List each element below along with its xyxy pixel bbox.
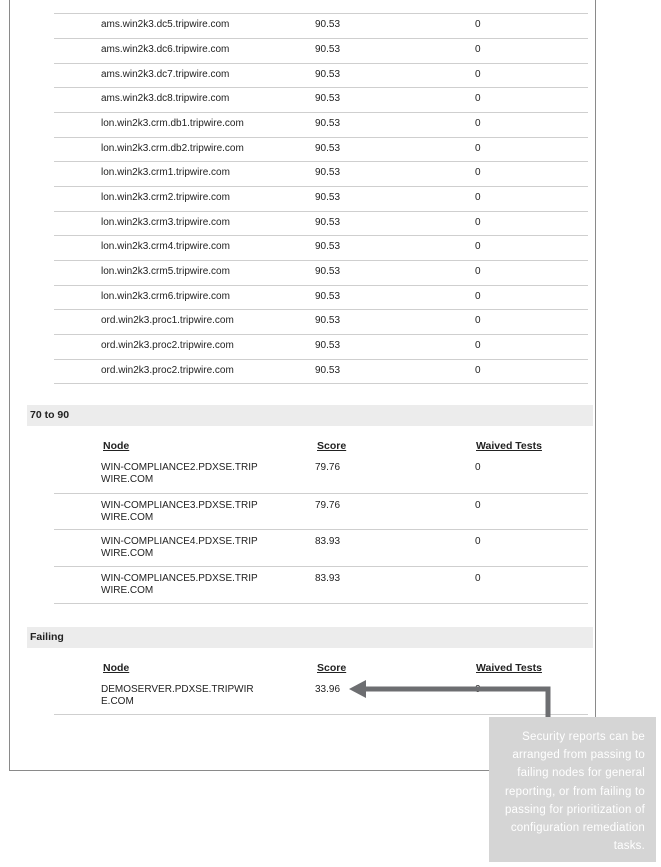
- node-cell: ams.win2k3.dc5.tripwire.com: [101, 19, 230, 30]
- waived-cell: 0: [475, 266, 481, 277]
- column-header-node: Node: [103, 440, 130, 452]
- waived-cell: 0: [475, 340, 481, 351]
- node-cell: WIN-COMPLIANCE3.PDXSE.TRIPWIRE.COM: [101, 500, 258, 523]
- column-header-waived-tests: Waived Tests: [476, 440, 542, 452]
- score-cell: 90.53: [315, 167, 341, 178]
- score-cell: 79.76: [315, 462, 341, 473]
- score-cell: 90.53: [315, 217, 341, 228]
- column-header-waived-tests: Waived Tests: [476, 662, 542, 674]
- node-cell: WIN-COMPLIANCE4.PDXSE.TRIPWIRE.COM: [101, 536, 258, 559]
- node-cell: lon.win2k3.crm5.tripwire.com: [101, 266, 230, 277]
- node-cell: lon.win2k3.crm.db1.tripwire.com: [101, 118, 244, 129]
- score-cell: 79.76: [315, 500, 341, 511]
- node-cell: lon.win2k3.crm4.tripwire.com: [101, 241, 230, 252]
- waived-cell: 0: [475, 365, 481, 376]
- waived-cell: 0: [475, 143, 481, 154]
- score-cell: 90.53: [315, 192, 341, 203]
- column-header-score: Score: [317, 440, 347, 452]
- score-cell: 83.93: [315, 536, 341, 547]
- score-cell: 90.53: [315, 340, 341, 351]
- node-cell: lon.win2k3.crm3.tripwire.com: [101, 217, 230, 228]
- node-cell: lon.win2k3.crm2.tripwire.com: [101, 192, 230, 203]
- waived-cell: 0: [475, 192, 481, 203]
- node-cell: ord.win2k3.proc2.tripwire.com: [101, 365, 234, 376]
- node-cell: lon.win2k3.crm6.tripwire.com: [101, 291, 230, 302]
- column-header-score: Score: [317, 662, 347, 674]
- node-cell: ord.win2k3.proc2.tripwire.com: [101, 340, 234, 351]
- score-cell: 83.93: [315, 573, 341, 584]
- score-cell: 90.53: [315, 69, 341, 80]
- score-cell: 90.53: [315, 266, 341, 277]
- score-cell: 90.53: [315, 315, 341, 326]
- score-cell: 33.96: [315, 684, 341, 695]
- waived-cell: 0: [475, 217, 481, 228]
- score-cell: 90.53: [315, 365, 341, 376]
- callout-box: [489, 717, 656, 862]
- waived-cell: 0: [475, 315, 481, 326]
- node-cell: ord.win2k3.proc1.tripwire.com: [101, 315, 234, 326]
- waived-cell: 0: [475, 167, 481, 178]
- score-cell: 90.53: [315, 118, 341, 129]
- waived-cell: 0: [475, 291, 481, 302]
- arrow-head: [349, 680, 366, 698]
- waived-cell: 0: [475, 462, 481, 473]
- waived-cell: 0: [475, 573, 481, 584]
- waived-cell: 0: [475, 118, 481, 129]
- node-cell: lon.win2k3.crm.db2.tripwire.com: [101, 143, 244, 154]
- waived-cell: 0: [475, 684, 481, 695]
- column-header-node: Node: [103, 662, 130, 674]
- callout-text: Security reports can be arranged from passing to failing nodes for general reporting, or from failing to passing for prioritization of configuration remediation tasks.: [504, 731, 645, 853]
- node-cell: ams.win2k3.dc6.tripwire.com: [101, 44, 230, 55]
- node-cell: DEMOSERVER.PDXSE.TRIPWIRE.COM: [101, 684, 254, 707]
- score-cell: 90.53: [315, 143, 341, 154]
- score-cell: 90.53: [315, 93, 341, 104]
- waived-cell: 0: [475, 536, 481, 547]
- section-title: Failing: [30, 631, 64, 643]
- node-cell: WIN-COMPLIANCE5.PDXSE.TRIPWIRE.COM: [101, 573, 258, 596]
- node-cell: lon.win2k3.crm1.tripwire.com: [101, 167, 230, 178]
- score-cell: 90.53: [315, 291, 341, 302]
- waived-cell: 0: [475, 241, 481, 252]
- score-cell: 90.53: [315, 241, 341, 252]
- arrow-line: [362, 689, 548, 717]
- section-title: 70 to 90: [30, 409, 70, 421]
- node-cell: ams.win2k3.dc8.tripwire.com: [101, 93, 230, 104]
- node-cell: ams.win2k3.dc7.tripwire.com: [101, 69, 230, 80]
- score-cell: 90.53: [315, 44, 341, 55]
- waived-cell: 0: [475, 69, 481, 80]
- score-cell: 90.53: [315, 19, 341, 30]
- waived-cell: 0: [475, 93, 481, 104]
- waived-cell: 0: [475, 44, 481, 55]
- node-cell: WIN-COMPLIANCE2.PDXSE.TRIPWIRE.COM: [101, 462, 258, 485]
- waived-cell: 0: [475, 19, 481, 30]
- waived-cell: 0: [475, 500, 481, 511]
